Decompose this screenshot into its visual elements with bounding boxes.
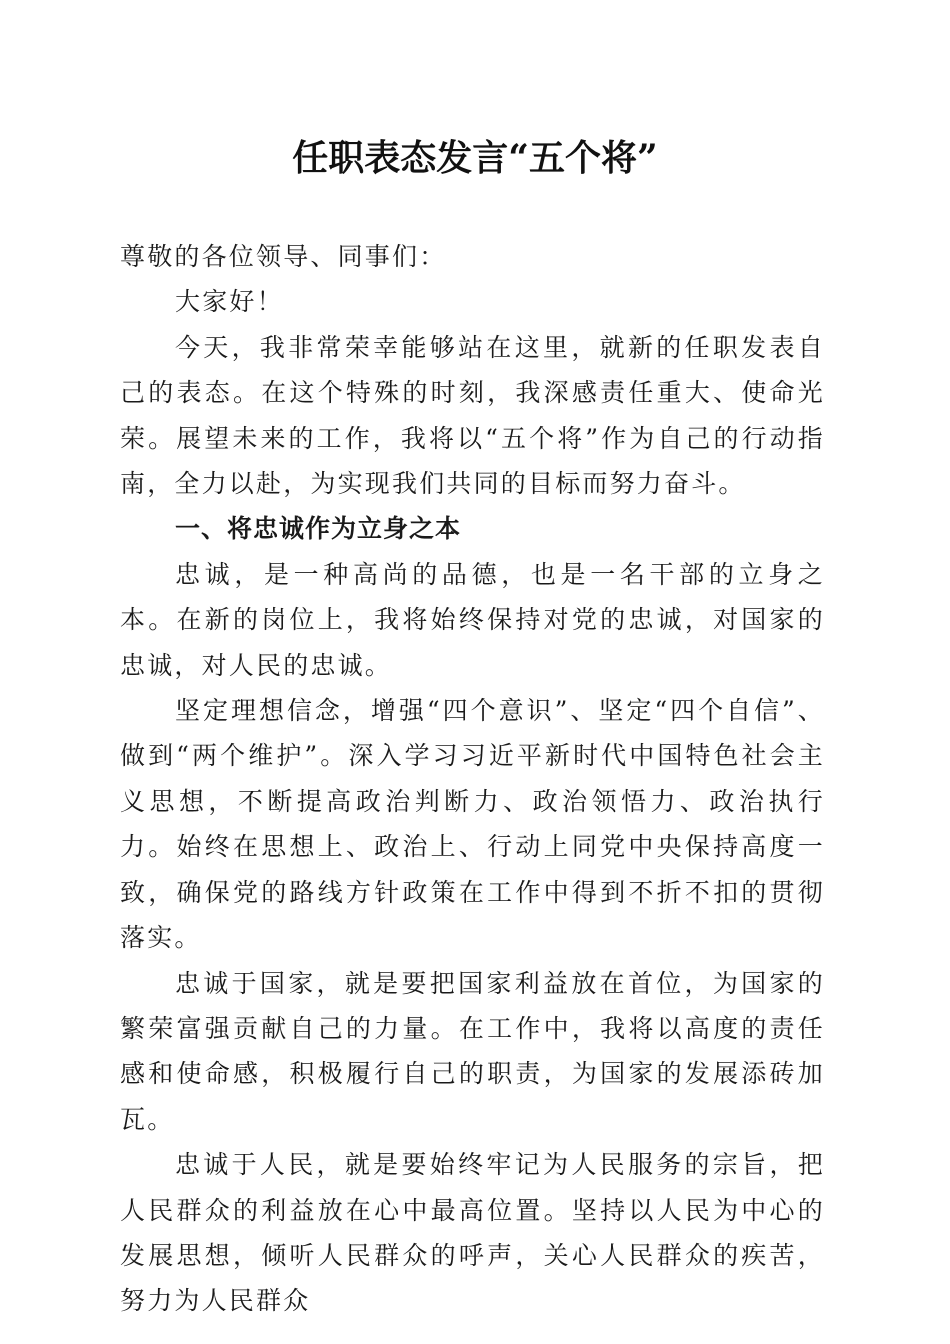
salutation: 尊敬的各位领导、同事们： bbox=[120, 242, 447, 271]
document-body bbox=[120, 234, 825, 1324]
section1-paragraph-2: 坚定理想信念，增强“四个意识”、坚定“四个自信”、做到“两个维护”。深入学习习近平新时代中国特色社会主义思想，不断提高政治判断力、政治领悟力、政治执行力。始终在思想上、政治上、行动上同党中央保持高度一致，确保党的路线方针政策在工作中得到不折不扣的贯彻落实。 bbox=[120, 696, 825, 953]
section1-paragraph-4: 忠诚于人民，就是要始终牢记为人民服务的宗旨，把人民群众的利益放在心中最高位置。坚持以人民为中心的发展思想，倾听人民群众的呼声，关心人民群众的疾苦，努力为人民群众 bbox=[120, 1150, 825, 1316]
section1-paragraph-3: 忠诚于国家，就是要把国家利益放在首位，为国家的繁荣富强贡献自己的力量。在工作中，我将以高度的责任感和使命感，积极履行自己的职责，为国家的发展添砖加瓦。 bbox=[120, 968, 825, 1134]
document-title: 任职表态发言“五个将” bbox=[292, 137, 658, 179]
section1-paragraph-1: 忠诚，是一种高尚的品德，也是一名干部的立身之本。在新的岗位上，我将始终保持对党的忠诚，对国家的忠诚，对人民的忠诚。 bbox=[120, 559, 825, 680]
greeting: 大家好！ bbox=[175, 287, 284, 317]
intro-paragraph: 今天，我非常荣幸能够站在这里，就新的任职发表自己的表态。在这个特殊的时刻，我深感责任重大、使命光荣。展望未来的工作，我将以“五个将”作为自己的行动指南，全力以赴，为实现我们共同的目标而努力奋斗。 bbox=[120, 332, 825, 499]
section-heading-1: 一、将忠诚作为立身之本 bbox=[175, 514, 462, 544]
